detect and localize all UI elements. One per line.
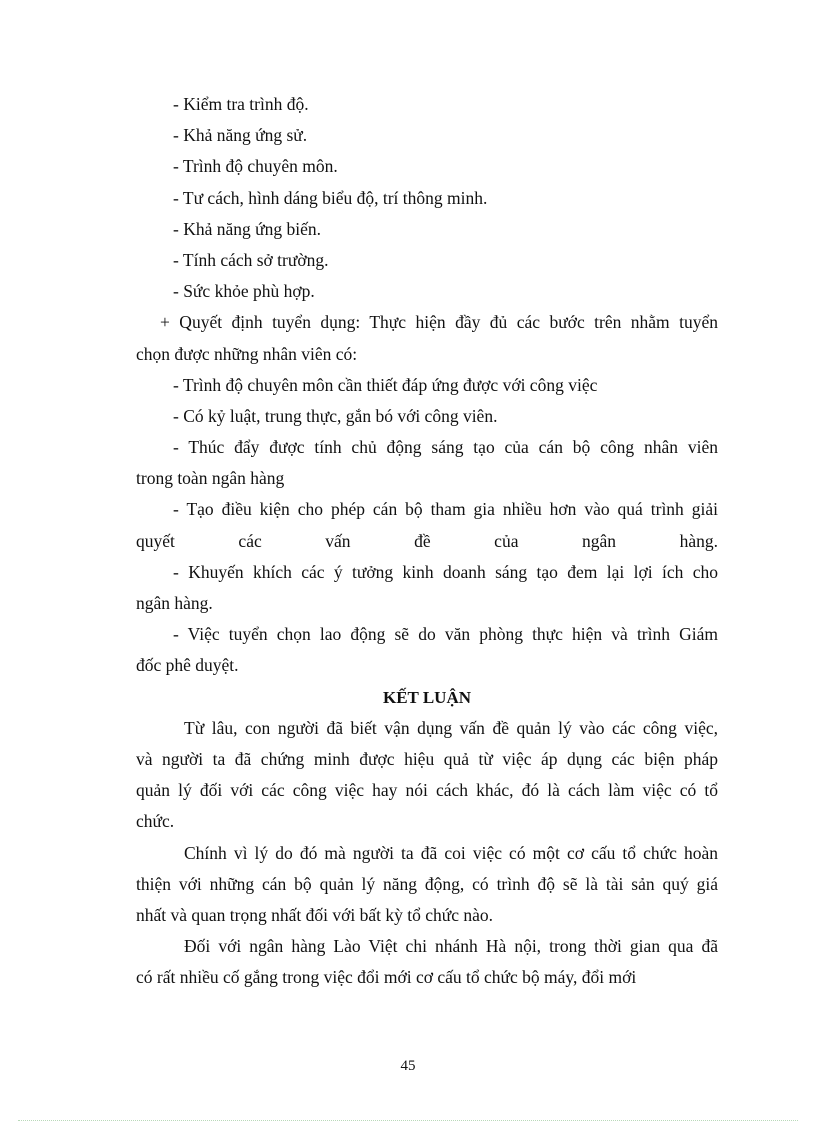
text-line: - Khuyến khích các ý tưởng kinh doanh sáng tạo đem lại lợi ích cho bbox=[173, 561, 718, 582]
paragraph bbox=[136, 276, 718, 307]
text-line: Từ lâu, con người đã biết vận dụng vấn đề quản lý vào các công việc, bbox=[184, 717, 718, 738]
paragraph bbox=[136, 619, 718, 681]
paragraph bbox=[136, 307, 718, 369]
text-line: và người ta đã chứng minh được hiệu quả từ việc áp dụng các biện pháp bbox=[136, 748, 718, 769]
text-line: trong toàn ngân hàng bbox=[136, 468, 285, 489]
page-border-divider bbox=[18, 1120, 798, 1121]
section-heading bbox=[136, 682, 718, 713]
text-line: - Sức khỏe phù hợp. bbox=[173, 281, 315, 302]
text-line: - Việc tuyển chọn lao động sẽ do văn phòng thực hiện và trình Giám bbox=[173, 624, 718, 645]
text-line: Đối với ngân hàng Lào Việt chi nhánh Hà nội, trong thời gian qua đã bbox=[184, 936, 718, 957]
text-line: - Trình độ chuyên môn. bbox=[173, 156, 338, 177]
paragraph bbox=[136, 245, 718, 276]
paragraph bbox=[136, 370, 718, 401]
text-line: quản lý đối với các công việc hay nói cách khác, đó là cách làm việc có tổ bbox=[136, 780, 718, 801]
text-line: - Tạo điều kiện cho phép cán bộ tham gia nhiều hơn vào quá trình giải bbox=[173, 499, 718, 520]
paragraph bbox=[136, 214, 718, 245]
paragraph bbox=[136, 183, 718, 214]
paragraph bbox=[136, 713, 718, 838]
paragraph bbox=[136, 120, 718, 151]
paragraph bbox=[136, 557, 718, 619]
text-line: chức. bbox=[136, 811, 175, 832]
text-line: - Kiểm tra trình độ. bbox=[173, 94, 309, 114]
paragraph bbox=[136, 432, 718, 494]
heading-text: KẾT LUẬN bbox=[382, 687, 471, 707]
text-line: - Có kỷ luật, trung thực, gắn bó với công viên. bbox=[173, 405, 498, 426]
text-line: - Trình độ chuyên môn cần thiết đáp ứng được với công việc bbox=[173, 374, 598, 395]
text-line: ngân hàng. bbox=[136, 593, 213, 613]
paragraph bbox=[136, 838, 718, 932]
paragraph bbox=[136, 931, 718, 993]
document-body bbox=[136, 89, 718, 993]
text-line: chọn được những nhân viên có: bbox=[136, 343, 358, 364]
text-line: quyết các vấn đề của ngân hàng. bbox=[136, 530, 718, 551]
text-line: - Khả năng ứng sử. bbox=[173, 125, 308, 146]
text-line: có rất nhiều cố gắng trong việc đổi mới cơ cấu tổ chức bộ máy, đổi mới bbox=[136, 967, 637, 988]
paragraph bbox=[136, 89, 718, 120]
text-line: - Tư cách, hình dáng biểu độ, trí thông minh. bbox=[173, 187, 488, 208]
text-line: đốc phê duyệt. bbox=[136, 655, 239, 676]
text-line: - Thúc đẩy được tính chủ động sáng tạo của cán bộ công nhân viên bbox=[173, 437, 718, 458]
text-line: Chính vì lý do đó mà người ta đã coi việc có một cơ cấu tổ chức hoàn bbox=[184, 842, 718, 863]
paragraph bbox=[136, 494, 718, 556]
text-line: - Khả năng ứng biến. bbox=[173, 218, 321, 239]
text-line: + Quyết định tuyển dụng: Thực hiện đầy đủ các bước trên nhằm tuyển bbox=[160, 312, 718, 333]
paragraph bbox=[136, 401, 718, 432]
text-line: thiện với những cán bộ quản lý năng động, có trình độ sẽ là tài sản quý giá bbox=[136, 873, 718, 894]
paragraph bbox=[136, 151, 718, 182]
page-number: 45 bbox=[400, 1058, 416, 1074]
text-line: - Tính cách sở trường. bbox=[173, 249, 329, 270]
text-line: nhất và quan trọng nhất đối với bất kỳ tổ chức nào. bbox=[136, 904, 493, 925]
